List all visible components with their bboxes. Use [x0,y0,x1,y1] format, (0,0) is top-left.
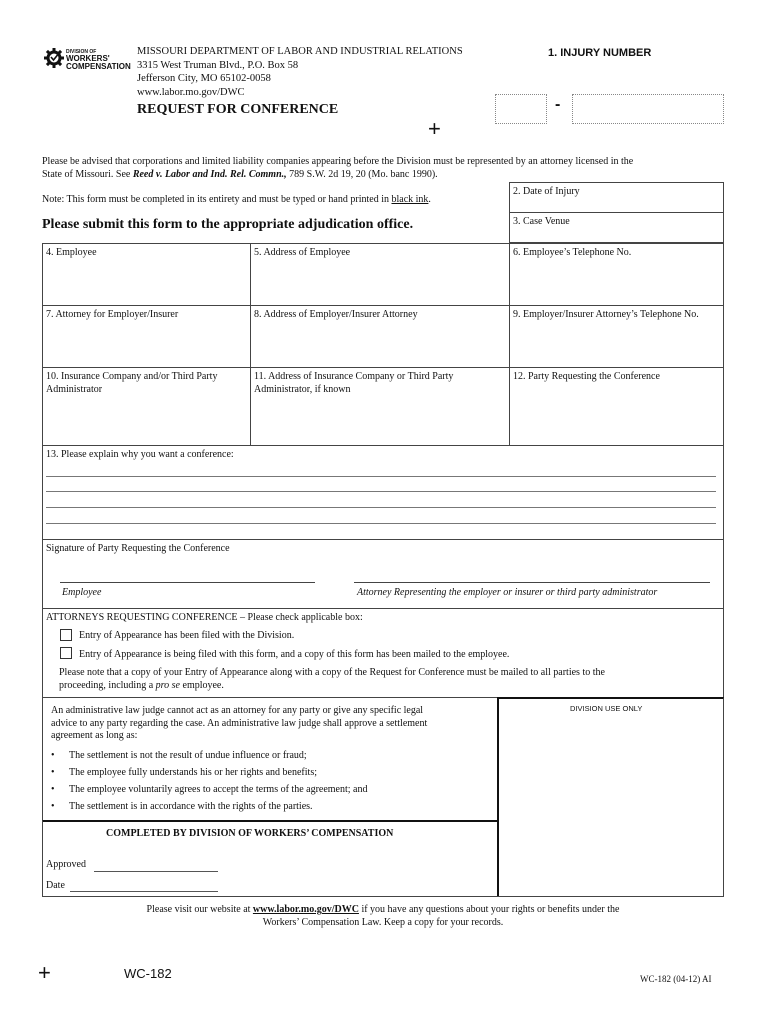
bullet-icon: • [51,784,55,795]
employee-address-label: 5. Address of Employee [254,247,351,258]
alj-bullet-1: The settlement is not the result of undue influence or fraud; [69,750,307,761]
employee-telephone-field[interactable] [509,243,724,306]
logo-line3: COMPENSATION [66,62,131,71]
completed-heading: COMPLETED BY DIVISION OF WORKERS’ COMPENSATION [106,828,394,839]
attorney-telephone-field[interactable] [509,305,724,368]
submit-instruction: Please submit this form to the appropriate adjudication office. [42,217,414,232]
bullet-icon: • [51,750,55,761]
insurance-company-label: 10. Insurance Company and/or Third Party Administrator [46,371,218,395]
attorney-field[interactable] [42,305,251,368]
attorney-address-field[interactable] [250,305,510,368]
alj-bullet-3: The employee voluntarily agrees to accept the terms of the agreement; and [69,784,368,795]
logo-line1: DIVISION OF [66,49,97,55]
bullet-icon: • [51,801,55,812]
employee-field[interactable] [42,243,251,306]
attorney-signature-caption: Attorney Representing the employer or insurer or third party administrator [357,587,658,598]
injury-number-label: 1. INJURY NUMBER [548,47,652,59]
injury-number-prefix-input[interactable] [495,94,547,124]
entry-being-filed-label: Entry of Appearance is being filed with this form, and a copy of this form has been mailed to the employee. [79,649,510,660]
division-use-label: DIVISION USE ONLY [570,704,643,713]
footer-website-link[interactable]: www.labor.mo.gov/DWC [252,904,359,915]
street-address: 3315 West Truman Blvd., P.O. Box 58 [137,59,299,71]
entry-being-filed-checkbox[interactable] [60,647,72,659]
form-revision: WC-182 (04-12) AI [640,974,712,984]
registration-mark-icon: + [38,960,51,985]
insurance-address-field[interactable] [250,367,510,446]
explain-line [46,476,716,477]
registration-mark-icon: + [428,116,441,141]
attorney-signature-line[interactable] [354,582,710,583]
attorney-label: 7. Attorney for Employer/Insurer [46,309,179,320]
alj-bullet-4: The settlement is in accordance with the rights of the parties. [69,801,313,812]
injury-number-suffix-input[interactable] [572,94,724,124]
attorney-telephone-label: 9. Employer/Insurer Attorney’s Telephone No. [513,309,699,320]
explain-line [46,491,716,492]
explain-line [46,507,716,508]
signature-section [42,539,724,609]
gear-logo-icon [44,48,64,68]
division-use-box [497,697,724,897]
explain-line [46,523,716,524]
dwc-logo [44,48,129,72]
employee-signature-caption: Employee [62,587,102,598]
employee-signature-line[interactable] [60,582,315,583]
bullet-icon: • [51,767,55,778]
date-line[interactable] [70,891,218,892]
form-title: REQUEST FOR CONFERENCE [137,102,339,117]
employee-label: 4. Employee [46,247,97,258]
ink-note: Note: This form must be completed in its entirety and must be typed or hand printed in black ink. [42,194,431,205]
notice-paragraph [42,156,742,181]
signature-label: Signature of Party Requesting the Conference [46,543,230,554]
agency-address [137,45,463,99]
approved-line[interactable] [94,871,218,872]
insurance-address-label: 11. Address of Insurance Company or Third Party Administrator, if known [254,371,454,395]
explain-conference-field[interactable] [42,445,724,540]
entry-filed-label: Entry of Appearance has been filed with the Division. [79,630,295,641]
case-venue-field[interactable] [509,212,724,243]
injury-number-dash: - [555,96,561,113]
explain-conference-label: 13. Please explain why you want a conference: [46,449,234,460]
party-requesting-label: 12. Party Requesting the Conference [513,371,660,382]
agency-website: www.labor.mo.gov/DWC [137,86,245,98]
insurance-company-field[interactable] [42,367,251,446]
city-address: Jefferson City, MO 65102-0058 [137,73,271,84]
department-name: MISSOURI DEPARTMENT OF LABOR AND INDUSTRIAL RELATIONS [137,46,463,57]
notice-line1: Please be advised that corporations and limited liability companies appearing before the Division must be represented by an attorney licensed in the [42,156,634,167]
employee-address-field[interactable] [250,243,510,306]
attorneys-note: Please note that a copy of your Entry of Appearance along with a copy of the Request for Conference must be mailed to all parties to the proceeding, including a pro se employee. [59,667,605,691]
entry-filed-checkbox[interactable] [60,629,72,641]
alj-bullet-2: The employee fully understands his or her rights and benefits; [69,767,317,778]
alj-notice-text: An administrative law judge cannot act as an attorney for any party or give any specific legal advice to any party regarding the case. An administrative law judge shall approve a settlement agreement as long as: [51,705,428,741]
approved-label: Approved [46,859,86,870]
date-of-injury-label: 2. Date of Injury [513,186,580,197]
attorney-address-label: 8. Address of Employer/Insurer Attorney [254,309,418,320]
date-label: Date [46,880,65,891]
footer-visit: Please visit our website at www.labor.mo.gov/DWC if you have any questions about your rights or benefits under the Workers’ Compensation Law. Keep a copy for your records. [146,904,620,928]
party-requesting-field[interactable] [509,367,724,446]
form-code: WC-182 [124,966,172,981]
employee-telephone-label: 6. Employee’s Telephone No. [513,247,632,258]
case-citation: Reed v. Labor and Ind. Rel. Commn., [132,168,287,180]
date-of-injury-field[interactable] [509,182,724,213]
logo-line2: WORKERS' [66,54,110,63]
attorneys-heading: ATTORNEYS REQUESTING CONFERENCE – Please check applicable box: [46,612,363,623]
notice-line2: State of Missouri. See Reed v. Labor and Ind. Rel. Commn., 789 S.W. 2d 19, 20 (Mo. banc 1990). [42,168,438,180]
case-venue-label: 3. Case Venue [513,216,570,227]
